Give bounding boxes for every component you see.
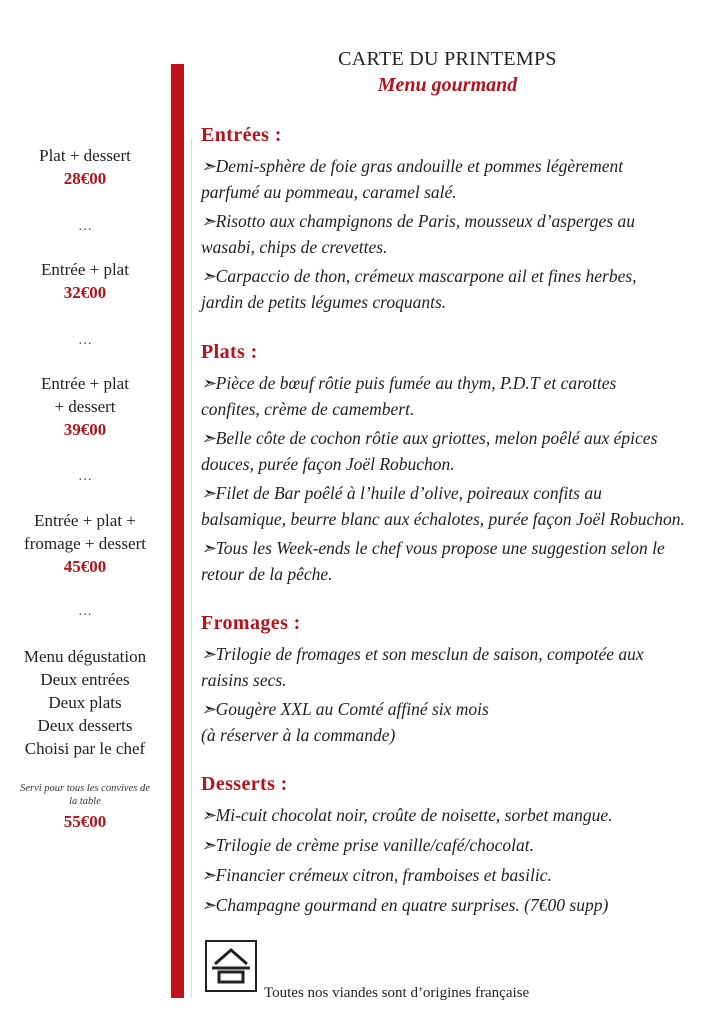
dish-line: ➣Carpaccio de thon, crémeux mascarpone ail et fines herbes, — [201, 266, 637, 286]
degustation-line: Deux plats — [48, 693, 122, 712]
formula-label: Entrée + plat — [41, 374, 129, 393]
dish-line: ➣Belle côte de cochon rôtie aux griottes, melon poêlé aux épices — [201, 428, 658, 448]
section-title-entrees: Entrées : — [201, 124, 282, 146]
formula-degustation — [0, 645, 170, 760]
separator-dots: … — [78, 604, 92, 619]
formula-complete — [0, 509, 170, 578]
menu-subtitle: Menu gourmand — [377, 74, 518, 96]
separator-dots: … — [78, 219, 92, 234]
section-title-plats: Plats : — [201, 341, 258, 363]
formula-entree-plat-dessert — [0, 372, 170, 441]
dish-line: retour de la pêche. — [201, 564, 333, 584]
dish-line: confites, crème de camembert. — [201, 399, 415, 419]
separator-dots: … — [78, 333, 92, 348]
dish-line: ➣Financier crémeux citron, framboises et basilic. — [201, 865, 552, 885]
formula-price: 39€00 — [63, 420, 107, 439]
formula-price: 45€00 — [63, 557, 107, 576]
formula-label: fromage + dessert — [24, 534, 146, 553]
dish-line: raisins secs. — [201, 670, 287, 690]
dish-line: ➣Gougère XXL au Comté affiné six mois — [201, 699, 489, 719]
dish-line: ➣Demi-sphère de foie gras andouille et pommes légèrement — [201, 156, 624, 176]
dish-line: jardin de petits légumes croquants. — [201, 292, 447, 312]
formula-label: Entrée + plat + — [34, 511, 136, 530]
dish-line: ➣Risotto aux champignons de Paris, mousseux d’asperges au — [201, 211, 635, 231]
degustation-note: la table — [69, 796, 101, 807]
dish-line: wasabi, chips de crevettes. — [201, 237, 388, 257]
section-title-fromages: Fromages : — [201, 612, 301, 634]
degustation-line: Choisi par le chef — [24, 739, 146, 758]
degustation-line: Deux entrées — [40, 670, 130, 689]
degustation-note-block — [0, 782, 170, 833]
formula-entree-plat — [0, 258, 170, 304]
dish-line: douces, purée façon Joël Robuchon. — [201, 454, 455, 474]
dish-line: ➣Champagne gourmand en quatre surprises. (7€00 supp) — [201, 895, 609, 915]
formula-label: + dessert — [54, 397, 116, 416]
degustation-note: Servi pour tous les convives de — [20, 783, 150, 794]
degustation-price: 55€00 — [63, 812, 107, 831]
dish-line: parfumé au pommeau, caramel salé. — [201, 182, 457, 202]
dish-line: ➣Trilogie de crème prise vanille/café/chocolat. — [201, 835, 534, 855]
red-divider-bar — [171, 64, 184, 998]
dish-line: ➣Pièce de bœuf rôtie puis fumée au thym, P.D.T et carottes — [201, 373, 617, 393]
dish-line: balsamique, beurre blanc aux échalotes, purée façon Joël Robuchon. — [201, 509, 685, 529]
dish-line: (à réserver à la commande) — [201, 725, 396, 745]
formula-label: Entrée + plat — [41, 260, 129, 279]
degustation-line: Deux desserts — [37, 716, 133, 735]
dish-line: ➣Mi-cuit chocolat noir, croûte de noisette, sorbet mangue. — [201, 805, 613, 825]
degustation-line: Menu dégustation — [23, 647, 147, 666]
section-title-desserts: Desserts : — [201, 773, 288, 795]
formula-label: Plat + dessert — [39, 146, 131, 165]
dish-line: ➣Tous les Week-ends le chef vous propose une suggestion selon le — [201, 538, 665, 558]
separator-dots: … — [78, 469, 92, 484]
dish-line: ➣Filet de Bar poêlé à l’huile d’olive, poireaux confits au — [201, 483, 602, 503]
footer-note: Toutes nos viandes sont d’origines française — [264, 985, 530, 1001]
formula-price: 32€00 — [63, 283, 107, 302]
thin-divider-line — [191, 138, 192, 998]
dish-line: ➣Trilogie de fromages et son mesclun de saison, compotée aux — [201, 644, 644, 664]
formula-plat-dessert — [0, 144, 170, 190]
house-icon — [205, 940, 257, 992]
formula-price: 28€00 — [63, 169, 107, 188]
menu-title: CARTE DU PRINTEMPS — [338, 48, 557, 70]
